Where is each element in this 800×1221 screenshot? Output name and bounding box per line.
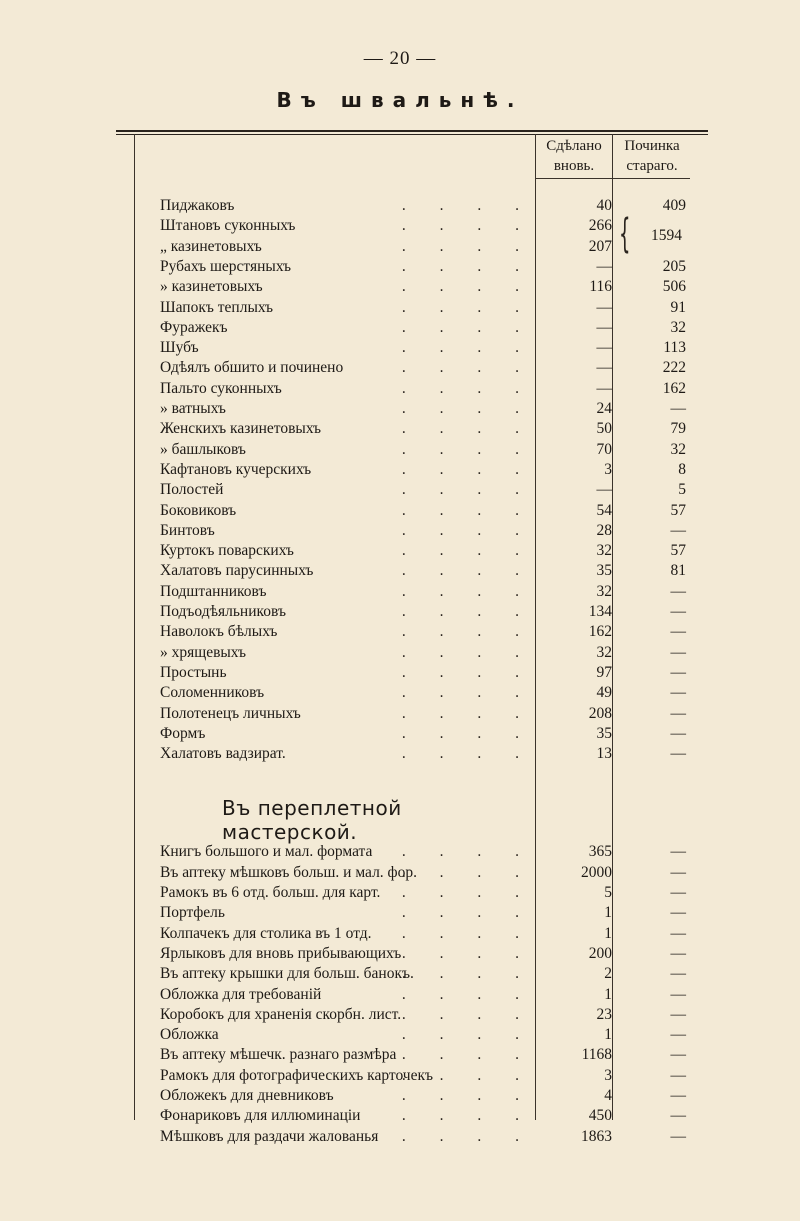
row-item-name: Рамокъ въ 6 отд. больш. для карт. <box>160 884 381 901</box>
row-item-name: Обложекъ для дневниковъ <box>160 1087 334 1104</box>
table-row <box>160 924 700 944</box>
row-item-name: Пиджаковъ <box>160 197 235 214</box>
column-header-new <box>537 136 611 176</box>
leader-dots: . . . . <box>401 359 534 377</box>
leader-dots: . . . . <box>401 481 534 499</box>
row-item-name: Коробокъ для храненія скорбн. лист. <box>160 1005 402 1023</box>
table-row <box>160 501 700 521</box>
table-row <box>160 318 700 338</box>
table-top-rule <box>116 130 708 132</box>
row-value-repair: — <box>670 843 686 861</box>
row-value-repair: 5 <box>678 481 686 499</box>
table-row <box>160 480 700 500</box>
row-value-new: 116 <box>589 278 612 296</box>
table-row <box>160 358 700 378</box>
column-header-repair <box>614 136 690 176</box>
table-row <box>160 582 700 602</box>
row-value-new: 1 <box>604 924 612 942</box>
leader-dots: . . . . <box>401 884 534 901</box>
row-item-name: Формъ <box>160 724 206 742</box>
row-item-name: Простынь <box>160 663 227 681</box>
row-value-repair: — <box>670 582 686 600</box>
table-row <box>160 419 700 439</box>
row-value-new: 32 <box>596 643 612 661</box>
row-value-repair: 162 <box>662 379 686 397</box>
row-item-name: » ватныхъ <box>160 400 226 417</box>
table-row <box>160 338 700 358</box>
row-item-name: Въ аптеку крышки для больш. банокъ. <box>160 965 414 983</box>
row-item-name: Портфель <box>160 904 225 922</box>
row-item-name: Шубъ <box>160 339 199 357</box>
row-value-new: 23 <box>596 1005 612 1023</box>
leader-dots: . . . . <box>401 965 534 983</box>
leader-dots: . . . . <box>401 1107 534 1125</box>
row-item-name: Ярлыковъ для вновь прибывающихъ <box>160 944 402 962</box>
leader-dots: . . . . <box>401 339 534 357</box>
leader-dots: . . . . <box>401 582 534 600</box>
row-value-new: 162 <box>588 623 612 641</box>
leader-dots: . . . . <box>401 1046 534 1064</box>
leader-dots: . . . . <box>401 724 534 742</box>
row-value-repair: 506 <box>662 278 686 296</box>
leader-dots: . . . . <box>401 1066 534 1084</box>
row-value-new: 2000 <box>581 863 612 881</box>
leader-dots: . . . . <box>401 904 534 922</box>
row-item-name: Рамокъ для фотографическихъ карточекъ <box>160 1066 434 1084</box>
leader-dots: . . . . <box>401 278 534 296</box>
row-value-repair: — <box>670 1087 686 1104</box>
leader-dots: . . . . <box>401 460 534 478</box>
row-item-name: Въ аптеку мѣшковъ больш. и мал. фор. <box>160 863 417 881</box>
row-value-new: 1 <box>604 985 612 1003</box>
row-value-new: 54 <box>596 501 612 519</box>
row-value-repair: 205 <box>662 257 686 275</box>
table-row <box>160 440 700 460</box>
row-value-repair: 81 <box>670 562 686 580</box>
row-value-repair: — <box>670 521 686 539</box>
row-item-name: Шапокъ теплыхъ <box>160 298 274 316</box>
row-item-name: » башлыковъ <box>160 440 246 458</box>
leader-dots: . . . . <box>401 863 534 881</box>
row-value-new: 200 <box>588 944 612 962</box>
leader-dots: . . . . <box>401 1087 534 1104</box>
row-item-name: » казинетовыхъ <box>160 278 263 296</box>
brace-mark: { <box>618 211 631 257</box>
leader-dots: . . . . <box>401 663 534 681</box>
leader-dots: . . . . <box>401 298 534 316</box>
row-value-repair: — <box>670 985 686 1003</box>
leader-dots: . . . . <box>401 745 534 763</box>
leader-dots: . . . . <box>401 1026 534 1044</box>
table-row <box>160 883 700 903</box>
row-value-new: — <box>596 379 612 397</box>
table-row <box>160 724 700 744</box>
leader-dots: . . . . <box>401 197 534 214</box>
row-item-name: Мѣшковъ для раздачи жалованья <box>160 1127 379 1145</box>
row-item-name: Книгъ большого и мал. формата <box>160 843 373 861</box>
table-row <box>160 521 700 541</box>
table-row <box>160 602 700 622</box>
row-item-name: Соломенниковъ <box>160 684 265 702</box>
row-item-name: Обложка <box>160 1026 219 1044</box>
row-value-repair: 409 <box>662 197 686 214</box>
table-row <box>160 683 700 703</box>
row-value-new: 365 <box>588 843 612 861</box>
row-item-name: Штановъ суконныхъ <box>160 217 296 235</box>
row-value-new: 3 <box>604 460 612 478</box>
row-value-repair: — <box>670 684 686 702</box>
row-value-new: — <box>596 359 612 377</box>
row-value-repair: — <box>670 884 686 901</box>
row-item-name: Одѣялъ обшито и починено <box>160 359 344 377</box>
row-item-name: Наволокъ бѣлыхъ <box>160 623 278 641</box>
table-row <box>160 460 700 480</box>
row-item-name: Рубахъ шерстяныхъ <box>160 257 292 275</box>
leader-dots: . . . . <box>401 1127 534 1145</box>
row-value-new: 1 <box>604 904 612 922</box>
row-value-repair: 8 <box>678 460 686 478</box>
page-number: — 20 — <box>363 48 437 69</box>
row-item-name: Подштанниковъ <box>160 582 267 600</box>
row-value-repair: — <box>670 924 686 942</box>
row-value-new: 32 <box>596 542 612 560</box>
row-value-new: 208 <box>588 704 612 722</box>
table-row <box>160 744 700 764</box>
row-item-name: Фонариковъ для иллюминаціи <box>160 1107 361 1125</box>
leader-dots: . . . . <box>401 257 534 275</box>
table-row <box>160 944 700 964</box>
row-value-repair: 79 <box>670 420 686 438</box>
row-value-new: 28 <box>596 521 612 539</box>
leader-dots: . . . . <box>401 684 534 702</box>
column-header-repair-line1: Починка <box>624 138 680 154</box>
row-value-new: 32 <box>596 582 612 600</box>
row-value-new: 2 <box>604 965 612 983</box>
row-value-new: 450 <box>588 1107 612 1125</box>
row-item-name: » хрящевыхъ <box>160 643 246 661</box>
leader-dots: . . . . <box>401 1005 534 1023</box>
leader-dots: . . . . <box>401 623 534 641</box>
row-value-new: — <box>596 339 612 357</box>
row-value-repair: 32 <box>670 318 686 336</box>
table-row <box>160 622 700 642</box>
table-row <box>160 1086 700 1106</box>
row-item-name: Колпачекъ для столика въ 1 отд. <box>160 924 372 942</box>
table-left-border <box>134 134 135 1120</box>
row-item-name: „ казинетовыхъ <box>160 237 262 255</box>
table-row <box>160 863 700 883</box>
row-value-new: 35 <box>596 562 612 580</box>
leader-dots: . . . . <box>401 542 534 560</box>
row-item-name: Фуражекъ <box>160 318 228 336</box>
row-item-name: Полостей <box>160 481 224 499</box>
leader-dots: . . . . <box>401 843 534 861</box>
leader-dots: . . . . <box>401 924 534 942</box>
leader-dots: . . . . <box>401 400 534 417</box>
row-value-new: 13 <box>596 745 612 763</box>
row-value-repair: — <box>670 663 686 681</box>
row-item-name: Обложка для требованій <box>160 985 322 1003</box>
leader-dots: . . . . <box>401 985 534 1003</box>
table-row <box>160 1127 700 1147</box>
table-row <box>160 704 700 724</box>
row-value-repair: — <box>670 944 686 962</box>
leader-dots: . . . . <box>401 521 534 539</box>
row-value-new: 50 <box>596 420 612 438</box>
row-item-name: Боковиковъ <box>160 501 237 519</box>
row-value-repair: — <box>670 1127 686 1145</box>
row-value-new: 3 <box>604 1066 612 1084</box>
row-value-repair: 57 <box>670 501 686 519</box>
row-value-new: — <box>596 298 612 316</box>
leader-dots: . . . . <box>401 643 534 661</box>
table-row <box>160 561 700 581</box>
row-item-name: Пальто суконныхъ <box>160 379 282 397</box>
row-value-repair: 222 <box>662 359 686 377</box>
row-value-repair: — <box>670 745 686 763</box>
table-row <box>160 298 700 318</box>
table-row <box>160 399 700 419</box>
row-value-new: 40 <box>596 197 612 214</box>
row-value-repair: — <box>670 1026 686 1044</box>
leader-dots: . . . . <box>401 440 534 458</box>
row-value-new: 24 <box>596 400 612 417</box>
row-value-new: 4 <box>604 1087 612 1104</box>
leader-dots: . . . . <box>401 562 534 580</box>
leader-dots: . . . . <box>401 603 534 620</box>
row-value-new: 1168 <box>581 1046 612 1064</box>
row-value-repair: 57 <box>670 542 686 560</box>
row-value-new: 207 <box>588 237 612 255</box>
merged-repair-value: 1594 <box>651 227 682 244</box>
row-value-repair: — <box>670 724 686 742</box>
row-value-new: 49 <box>596 684 612 702</box>
leader-dots: . . . . <box>401 379 534 397</box>
row-value-new: 1 <box>604 1026 612 1044</box>
table-row <box>160 985 700 1005</box>
row-value-new: — <box>596 257 612 275</box>
row-item-name: Кафтановъ кучерскихъ <box>160 460 312 478</box>
row-value-new: 266 <box>588 217 612 235</box>
leader-dots: . . . . <box>401 704 534 722</box>
table-row <box>160 842 700 862</box>
column-header-repair-line2: стараго. <box>626 158 678 174</box>
row-item-name: Женскихъ казинетовыхъ <box>160 420 322 438</box>
table-top-rule-thin <box>116 134 708 135</box>
row-item-name: Въ аптеку мѣшечк. разнаго размѣра <box>160 1046 397 1064</box>
row-value-new: — <box>596 318 612 336</box>
leader-dots: . . . . <box>401 217 534 235</box>
row-value-repair: — <box>670 704 686 722</box>
row-value-new: 97 <box>596 663 612 681</box>
header-bottom-rule <box>535 178 690 179</box>
column-header-new-line2: вновь. <box>553 158 595 174</box>
row-value-new: — <box>596 481 612 499</box>
table-row <box>160 1106 700 1126</box>
row-value-repair: 32 <box>670 440 686 458</box>
table-row <box>160 1025 700 1045</box>
row-item-name: Халатовъ парусинныхъ <box>160 562 314 580</box>
table-row <box>160 277 700 297</box>
column-header-new-line1: Сдѣлано <box>546 138 602 154</box>
row-value-new: 70 <box>596 440 612 458</box>
section-title-bindery: Въ переплетной мастерской. <box>222 796 402 845</box>
table-row <box>160 257 700 277</box>
table-row <box>160 1045 700 1065</box>
row-value-repair: — <box>670 1107 686 1125</box>
row-value-repair: — <box>670 1066 686 1084</box>
table-row <box>160 1066 700 1086</box>
table-row <box>160 903 700 923</box>
row-value-repair: — <box>670 1046 686 1064</box>
row-item-name: Куртокъ поварскихъ <box>160 542 294 560</box>
row-value-new: 5 <box>604 884 612 901</box>
leader-dots: . . . . <box>401 501 534 519</box>
row-value-repair: 91 <box>670 298 686 316</box>
row-item-name: Подъодѣяльниковъ <box>160 603 286 620</box>
table-row <box>160 964 700 984</box>
row-value-repair: — <box>670 400 686 417</box>
row-value-repair: — <box>670 623 686 641</box>
leader-dots: . . . . <box>401 318 534 336</box>
row-value-new: 1863 <box>581 1127 612 1145</box>
leader-dots: . . . . <box>401 420 534 438</box>
leader-dots: . . . . <box>401 237 534 255</box>
row-item-name: Бинтовъ <box>160 521 215 539</box>
row-value-repair: — <box>670 904 686 922</box>
row-value-repair: 113 <box>663 339 686 357</box>
leader-dots: . . . . <box>401 944 534 962</box>
table-row <box>160 541 700 561</box>
row-value-repair: — <box>670 1005 686 1023</box>
row-value-repair: — <box>670 863 686 881</box>
row-value-repair: — <box>670 603 686 620</box>
row-value-new: 134 <box>588 603 612 620</box>
row-item-name: Халатовъ вадзират. <box>160 745 286 763</box>
row-value-repair: — <box>670 643 686 661</box>
row-value-new: 35 <box>596 724 612 742</box>
row-value-repair: — <box>670 965 686 983</box>
section-title-shvalnya: Въ швальнѣ. <box>276 88 524 112</box>
row-item-name: Полотенецъ личныхъ <box>160 704 301 722</box>
table-row <box>160 663 700 683</box>
table-row <box>160 643 700 663</box>
table-row <box>160 1005 700 1025</box>
table-row <box>160 379 700 399</box>
